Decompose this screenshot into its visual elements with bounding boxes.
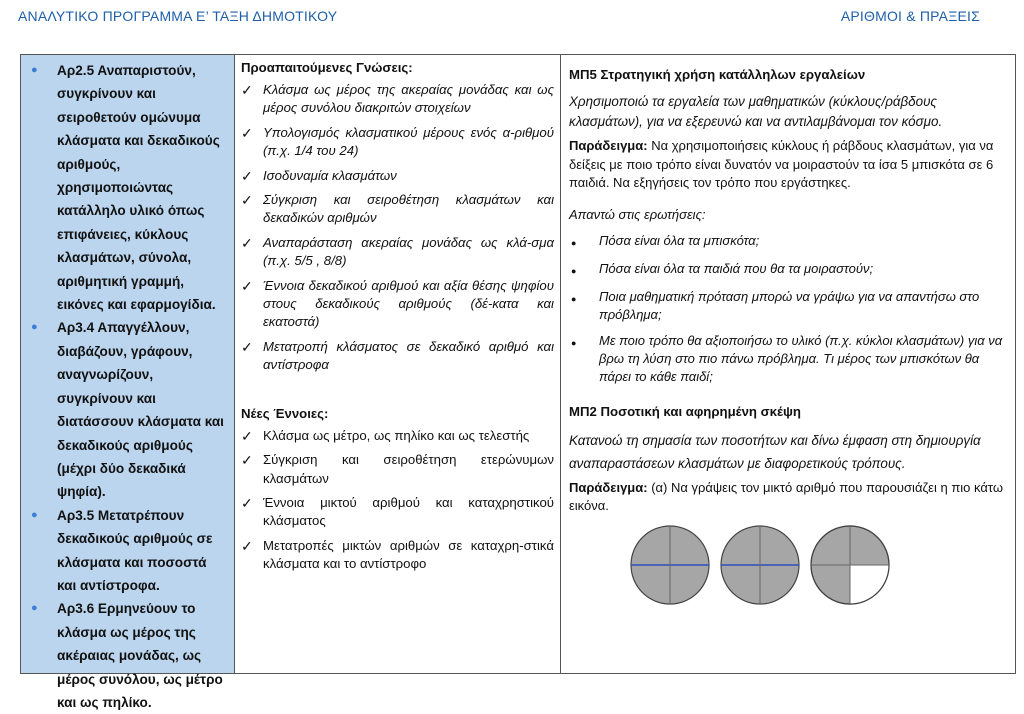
mp5-title: ΜΠ5 Στρατηγική χρήση κατάλληλων εργαλείων [569,67,866,82]
checkmark-icon: ✓ [241,167,253,184]
checkmark-icon: ✓ [241,82,253,98]
question-item: ● Με ποιο τρόπο θα αξιοποιήσω το υλικό (π.χ. κύκλοι κλασμάτων) για να βρω τη λύση στο πιο πάνω πρόβλημα. Τι μέρος των μπισκότων θα πάρει το κάθε παιδί; [571,332,1003,384]
bullet-icon: ● [31,64,38,76]
prereq-item: ✓ Αναπαράσταση ακεραίας μονάδας ως κλά-σμα (π.χ. 5/5 , 8/8) [241,234,554,271]
bullet-icon: ● [31,602,38,615]
checkmark-icon: ✓ [241,277,253,294]
objective-item: ● Αρ3.5 Μετατρέπουν δεκαδικούς αριθμούς σε κλάσματα και ποσοστά και αντίστροφα. [29,504,228,598]
prereq-item: ✓ Σύγκριση και σειροθέτηση κλασμάτων και δεκαδικών αριθμών [241,191,554,228]
objective-item: ● Αρ2.5 Αναπαριστούν, συγκρίνουν και σειροθετούν ομώνυμα κλάσματα και δεκαδικούς αριθμούς, χρησιμοποιώντας κατάλληλο υλικό όπως επιφάνειες, κύκλους κλασμάτων, σύνολα, αριθμητική γραμμή, εικόνες και εφαρμογίδια. [29,59,228,316]
checkmark-icon: ✓ [241,124,253,141]
prereq-item: ✓ Μετατροπή κλάσματος σε δεκαδικό αριθμό και αντίστροφα [241,338,554,375]
question-item: ● Πόσα είναι όλα τα παιδιά που θα τα μοιραστούν; [569,260,1007,280]
mp5-statement: Χρησιμοποιώ τα εργαλεία των μαθηματικών (κύκλους/ράβδους κλασμάτων), για να εξερευνώ και να αντιλαμβάνομαι τον κόσμο. [569,94,943,129]
question-item: ● Ποια μαθηματική πρόταση μπορώ να γράψω για να απαντήσω στο πρόβλημα; [571,288,980,322]
mp2-example: Παράδειγμα: (α) Να γράψεις τον μικτό αριθμό που παρουσιάζει η πιο κάτω εικόνα. [569,479,1003,513]
prereq-title: Προαπαιτούμενες Γνώσεις: [241,60,413,75]
practices-column [561,55,1015,673]
fraction-circles-figure [629,524,1007,606]
fraction-circle [719,524,801,606]
checkmark-icon: ✓ [241,192,253,209]
bullet-icon: ● [571,293,577,304]
checkmark-icon: ✓ [241,494,253,511]
knowledge-column [235,55,561,673]
page-header [18,8,984,30]
checkmark-icon: ✓ [241,537,253,554]
objective-item: ● Αρ3.4 Απαγγέλλουν, διαβάζουν, γράφουν, αναγνωρίζουν, συγκρίνουν και διατάσσουν κλάσματα και δεκαδικούς αριθμούς (μέχρι δύο δεκαδικά ψηφία). [29,316,228,503]
checkmark-icon: ✓ [241,452,253,469]
question-item: ● Πόσα είναι όλα τα μπισκότα; [569,232,1007,252]
prereq-item: ✓ Κλάσμα ως μέρος της ακεραίας μονάδας και ως μέρος συνόλου διακριτών στοιχείων [241,81,554,118]
prereq-item: ✓ Έννοια δεκαδικού αριθμού και αξία θέσης ψηφίου στους δεκαδικούς αριθμούς (δέ-κατα και εκατοστά) [241,277,554,332]
document-title: ΑΝΑΛΥΤΙΚΟ ΠΡΟΓΡΑΜΜΑ Ε’ ΤΑΞΗ ΔΗΜΟΤΙΚΟΥ [18,8,338,24]
fraction-circle [629,524,711,606]
new-concept-item: ✓ Κλάσμα ως μέτρο, ως πηλίκο και ως τελεστής [241,427,530,444]
new-concept-item: ✓ Σύγκριση και σειροθέτηση ετερώνυμων κλασμάτων [241,451,554,488]
section-title: ΑΡΙΘΜΟΙ & ΠΡΑΞΕΙΣ [840,8,980,24]
prereq-item: ✓ Ισοδυναμία κλασμάτων [241,167,397,184]
new-concept-item: ✓ Έννοια μικτού αριθμού και καταχρηστικού κλάσματος [241,494,554,531]
objective-item: ● Αρ3.6 Ερμηνεύουν το κλάσμα ως μέρος της ακέραιας μονάδας, ως μέρος συνόλου, ως μέτρο και ως πηλίκο. [29,597,228,714]
checkmark-icon: ✓ [241,234,253,251]
bullet-icon: ● [571,265,577,276]
objectives-column [21,55,235,710]
mp2-statement: Κατανοώ τη σημασία των ποσοτήτων και δίνω έμφαση στη δημιουργία αναπαραστάσεων κλασμάτων με διαφορετικούς τρόπους. [569,432,981,471]
fraction-circle [809,524,891,606]
prereq-item: ✓ Υπολογισμός κλασματικού μέρους ενός α-ριθμού (π.χ. 1/4 του 24) [241,124,554,161]
curriculum-table [20,54,1016,710]
bullet-icon: ● [571,337,577,348]
bullet-icon: ● [571,237,577,248]
questions-title: Απαντώ στις ερωτήσεις: [569,206,706,222]
checkmark-icon: ✓ [241,427,253,444]
new-concepts-title: Νέες Έννοιες: [241,405,329,421]
mp2-title: ΜΠ2 Ποσοτική και αφηρημένη σκέψη [569,403,801,419]
new-concept-item: ✓ Μετατροπές μικτών αριθμών σε καταχρη-στικά κλάσματα και το αντίστροφο [241,537,554,574]
checkmark-icon: ✓ [241,338,253,355]
mp5-example: Παράδειγμα: Να χρησιμοποιήσεις κύκλους ή ράβδους κλασμάτων, για να δείξεις με ποιο τρόπο είναι δυνατόν να μοιραστούν τα ίσα 5 μπισκότα σε 6 παιδιά. Να εξηγήσεις τον τρόπο που εργάστηκες. [569,138,994,190]
bullet-icon: ● [31,508,38,521]
bullet-icon: ● [31,321,38,334]
